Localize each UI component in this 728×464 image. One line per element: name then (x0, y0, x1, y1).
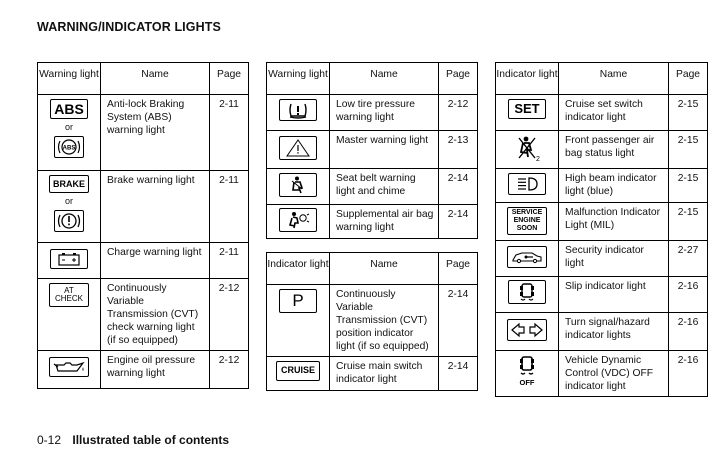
battery-icon-cell (38, 243, 101, 279)
row-name: Cruise main switch indicator light (330, 357, 439, 391)
header-name: Name (330, 63, 439, 95)
seat-belt-icon-cell (267, 169, 330, 205)
header-name: Name (101, 63, 210, 95)
table-row (38, 171, 249, 243)
abs-circle-icon (54, 136, 84, 158)
table-row (267, 95, 478, 131)
slip-icon (508, 280, 546, 304)
table-header-row (267, 253, 478, 285)
master-warning-icon (279, 136, 317, 160)
row-page: 2-15 (669, 169, 708, 203)
row-page: 2-12 (210, 351, 249, 389)
abs-icon-cell (38, 95, 101, 171)
high-beam-icon-cell (496, 169, 559, 203)
passenger-airbag-icon (507, 134, 547, 164)
at-check-icon-cell (38, 279, 101, 351)
oil-can-icon-cell (38, 351, 101, 389)
row-name: Malfunction Indicator Light (MIL) (559, 203, 669, 241)
table-row (267, 285, 478, 357)
header-page: Page (439, 253, 478, 285)
seat-belt-icon (279, 173, 317, 197)
row-page: 2-11 (210, 171, 249, 243)
warning-lights-table-1 (37, 62, 249, 389)
header-indicator-light: Indicator light (267, 253, 330, 285)
row-page: 2-16 (669, 277, 708, 313)
table-row (38, 351, 249, 389)
security-icon (507, 246, 547, 268)
page-footer (37, 433, 229, 447)
vdc-off-icon (511, 355, 543, 389)
row-page: 2-14 (439, 205, 478, 239)
row-name: Cruise set switch indicator light (559, 95, 669, 131)
abs-icon: ABS (50, 99, 88, 119)
brake-circle-icon (54, 210, 84, 232)
tire-pressure-icon-cell (267, 95, 330, 131)
row-page: 2-14 (439, 285, 478, 357)
table-row (496, 95, 708, 131)
row-name: Front passenger air bag status light (559, 131, 669, 169)
table-header-row (496, 63, 708, 95)
row-name: Low tire pressure warning light (330, 95, 439, 131)
table-row (496, 351, 708, 397)
row-name: Charge warning light (101, 243, 210, 279)
row-page: 2-15 (669, 131, 708, 169)
table-header-row (38, 63, 249, 95)
cruise-icon: CRUISE (276, 361, 320, 381)
svg-text:2: 2 (536, 156, 540, 163)
row-name: Master warning light (330, 131, 439, 169)
row-page: 2-16 (669, 351, 708, 397)
airbag-icon (279, 208, 317, 232)
row-name: Slip indicator light (559, 277, 669, 313)
header-page: Page (210, 63, 249, 95)
table-row (38, 279, 249, 351)
row-name: Vehicle Dynamic Control (VDC) OFF indicator light (559, 351, 669, 397)
brake-icon: BRAKE (49, 175, 89, 193)
row-page: 2-15 (669, 203, 708, 241)
header-warning-light: Warning light (267, 63, 330, 95)
page-title: WARNING/INDICATOR LIGHTS (37, 20, 221, 34)
header-warning-light: Warning light (38, 63, 101, 95)
table-row (496, 277, 708, 313)
row-page: 2-11 (210, 243, 249, 279)
table-row (267, 169, 478, 205)
footer-page-number: 0-12 (37, 433, 62, 447)
header-name: Name (559, 63, 669, 95)
table-row (496, 131, 708, 169)
park-p-icon-cell (267, 285, 330, 357)
header-indicator-light: Indicator light (496, 63, 559, 95)
header-page: Page (669, 63, 708, 95)
warning-lights-table-2 (266, 62, 478, 239)
or-label: or (64, 196, 73, 206)
row-name: Turn signal/hazard indicator lights (559, 313, 669, 351)
table-row (267, 205, 478, 239)
table-row (496, 169, 708, 203)
row-page: 2-12 (210, 279, 249, 351)
at-check-icon: AT CHECK (49, 283, 89, 307)
table-row (496, 203, 708, 241)
turn-signal-icon (507, 319, 547, 341)
battery-icon (50, 249, 88, 269)
indicator-lights-table-3 (495, 62, 708, 397)
service-engine-soon-icon-cell (496, 203, 559, 241)
svg-text:OFF: OFF (519, 378, 535, 387)
header-page: Page (439, 63, 478, 95)
row-page: 2-16 (669, 313, 708, 351)
turn-signal-icon-cell (496, 313, 559, 351)
row-page: 2-14 (439, 357, 478, 391)
oil-can-icon (49, 357, 89, 377)
row-name: Anti-lock Braking System (ABS) warning light (101, 95, 210, 171)
header-name: Name (330, 253, 439, 285)
set-icon-cell (496, 95, 559, 131)
table-header-row (267, 63, 478, 95)
table-row (267, 357, 478, 391)
svg-text:ABS: ABS (62, 145, 76, 152)
row-page: 2-14 (439, 169, 478, 205)
table-row (496, 241, 708, 277)
row-name: Engine oil pressure warning light (101, 351, 210, 389)
row-page: 2-13 (439, 131, 478, 169)
table-row (38, 95, 249, 171)
table-row (38, 243, 249, 279)
brake-icon-cell (38, 171, 101, 243)
row-name: Seat belt warning light and chime (330, 169, 439, 205)
airbag-icon-cell (267, 205, 330, 239)
row-name: Continuously Variable Transmission (CVT) check warning light (if so equipped) (101, 279, 210, 351)
table-row (267, 131, 478, 169)
row-name: Brake warning light (101, 171, 210, 243)
passenger-airbag-icon-cell (496, 131, 559, 169)
row-page: 2-11 (210, 95, 249, 171)
row-name: Supplemental air bag warning light (330, 205, 439, 239)
set-icon: SET (508, 99, 546, 119)
slip-icon-cell (496, 277, 559, 313)
row-name: Security indicator light (559, 241, 669, 277)
indicator-lights-table-2 (266, 252, 478, 391)
vdc-off-icon-cell (496, 351, 559, 397)
row-name: High beam indicator light (blue) (559, 169, 669, 203)
table-row (496, 313, 708, 351)
security-icon-cell (496, 241, 559, 277)
row-page: 2-15 (669, 95, 708, 131)
row-name: Continuously Variable Transmission (CVT) position indicator light (if so equipped) (330, 285, 439, 357)
row-page: 2-27 (669, 241, 708, 277)
service-engine-soon-icon: SERVICE ENGINE SOON (507, 207, 547, 235)
or-label: or (64, 122, 73, 132)
row-page: 2-12 (439, 95, 478, 131)
cruise-icon-cell (267, 357, 330, 391)
tire-pressure-icon (279, 99, 317, 121)
master-warning-icon-cell (267, 131, 330, 169)
high-beam-icon (508, 173, 546, 195)
park-p-icon: P (279, 289, 317, 313)
footer-section-title: Illustrated table of contents (72, 433, 230, 447)
